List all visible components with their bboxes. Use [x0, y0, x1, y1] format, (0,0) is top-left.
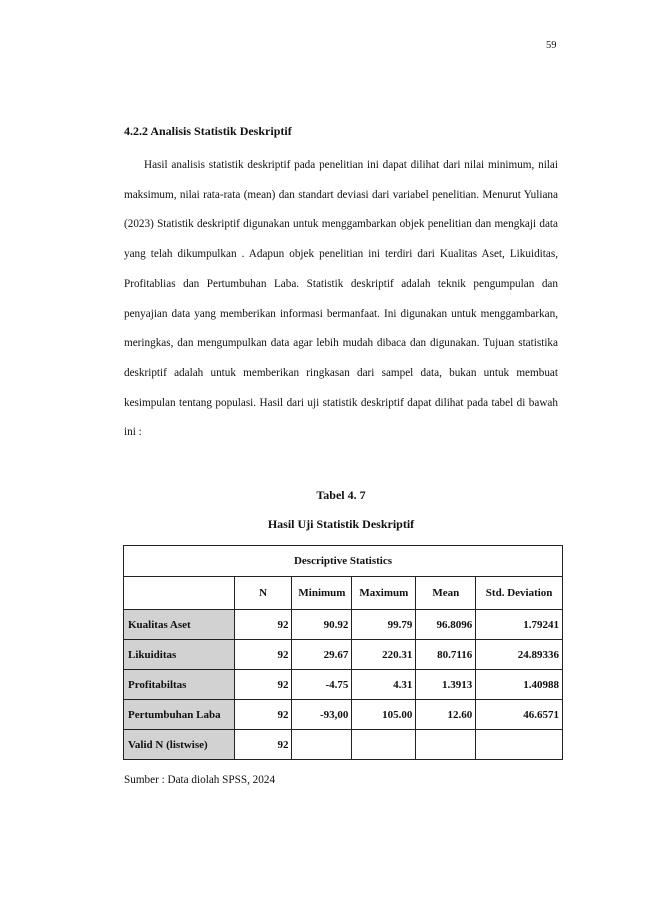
header-std-deviation: Std. Deviation [476, 577, 563, 610]
row-label: Likuiditas [124, 640, 235, 670]
cell-minimum: -93,00 [292, 700, 352, 730]
cell-maximum [352, 730, 416, 760]
cell-std-deviation: 1.79241 [476, 610, 563, 640]
cell-maximum: 4.31 [352, 670, 416, 700]
header-mean: Mean [416, 577, 476, 610]
table-title-row [124, 546, 563, 577]
cell-std-deviation [476, 730, 563, 760]
cell-mean: 96.8096 [416, 610, 476, 640]
table-row [124, 610, 563, 640]
cell-minimum: -4.75 [292, 670, 352, 700]
table-row [124, 670, 563, 700]
cell-minimum [292, 730, 352, 760]
cell-mean: 80.7116 [416, 640, 476, 670]
table-number-caption: Tabel 4. 7 [316, 488, 366, 502]
cell-n: 92 [234, 670, 292, 700]
header-empty [124, 577, 235, 610]
cell-mean: 12.60 [416, 700, 476, 730]
header-minimum: Minimum [292, 577, 352, 610]
row-label: Pertumbuhan Laba [124, 700, 235, 730]
cell-n: 92 [234, 610, 292, 640]
cell-std-deviation: 1.40988 [476, 670, 563, 700]
row-label: Profitabiltas [124, 670, 235, 700]
cell-n: 92 [234, 700, 292, 730]
cell-maximum: 220.31 [352, 640, 416, 670]
row-label: Kualitas Aset [124, 610, 235, 640]
page-number: 59 [546, 40, 557, 51]
cell-minimum: 90.92 [292, 610, 352, 640]
descriptive-statistics-table [123, 545, 563, 760]
row-label: Valid N (listwise) [124, 730, 235, 760]
source-note: Sumber : Data diolah SPSS, 2024 [124, 774, 276, 786]
cell-maximum: 99.79 [352, 610, 416, 640]
table-header-row [124, 577, 563, 610]
cell-maximum: 105.00 [352, 700, 416, 730]
header-maximum: Maximum [352, 577, 416, 610]
table-row [124, 700, 563, 730]
table-title: Descriptive Statistics [124, 546, 563, 577]
cell-std-deviation: 46.6571 [476, 700, 563, 730]
header-n: N [234, 577, 292, 610]
table-title-caption: Hasil Uji Statistik Deskriptif [267, 517, 415, 531]
table-row [124, 730, 563, 760]
cell-n: 92 [234, 640, 292, 670]
cell-n: 92 [234, 730, 292, 760]
cell-mean [416, 730, 476, 760]
cell-mean: 1.3913 [416, 670, 476, 700]
table-row [124, 640, 563, 670]
body-paragraph: Hasil analisis statistik deskriptif pada penelitian ini dapat dilihat dari nilai minimum, nilai maksimum, nilai rata-rata (mean) dan standart deviasi dari variabel penelitian. Menurut Yuliana (2023) Statistik deskriptif digunakan untuk menggambarkan objek penelitian dan mengkaji data yang telah dikumpulkan . Adapun objek penelitian ini terdiri dari Kualitas Aset, Likuiditas, Profitablias dan Pertumbuhan Laba. Statistik deskriptif adalah teknik pengumpulan dan penyajian data yang memberikan informasi bermanfaat. Ini digunakan untuk menggambarkan, meringkas, dan mengumpulkan data agar lebih mudah dibaca dan digunakan. Tujuan statistika deskriptif adalah untuk memberikan ringkasan dari sampel data, bukan untuk membuat kesimpulan tentang populasi. Hasil dari uji statistik deskriptif dapat dilihat pada tabel di bawah ini : [124, 159, 558, 439]
cell-minimum: 29.67 [292, 640, 352, 670]
section-heading: 4.2.2 Analisis Statistik Deskriptif [124, 124, 292, 138]
cell-std-deviation: 24.89336 [476, 640, 563, 670]
